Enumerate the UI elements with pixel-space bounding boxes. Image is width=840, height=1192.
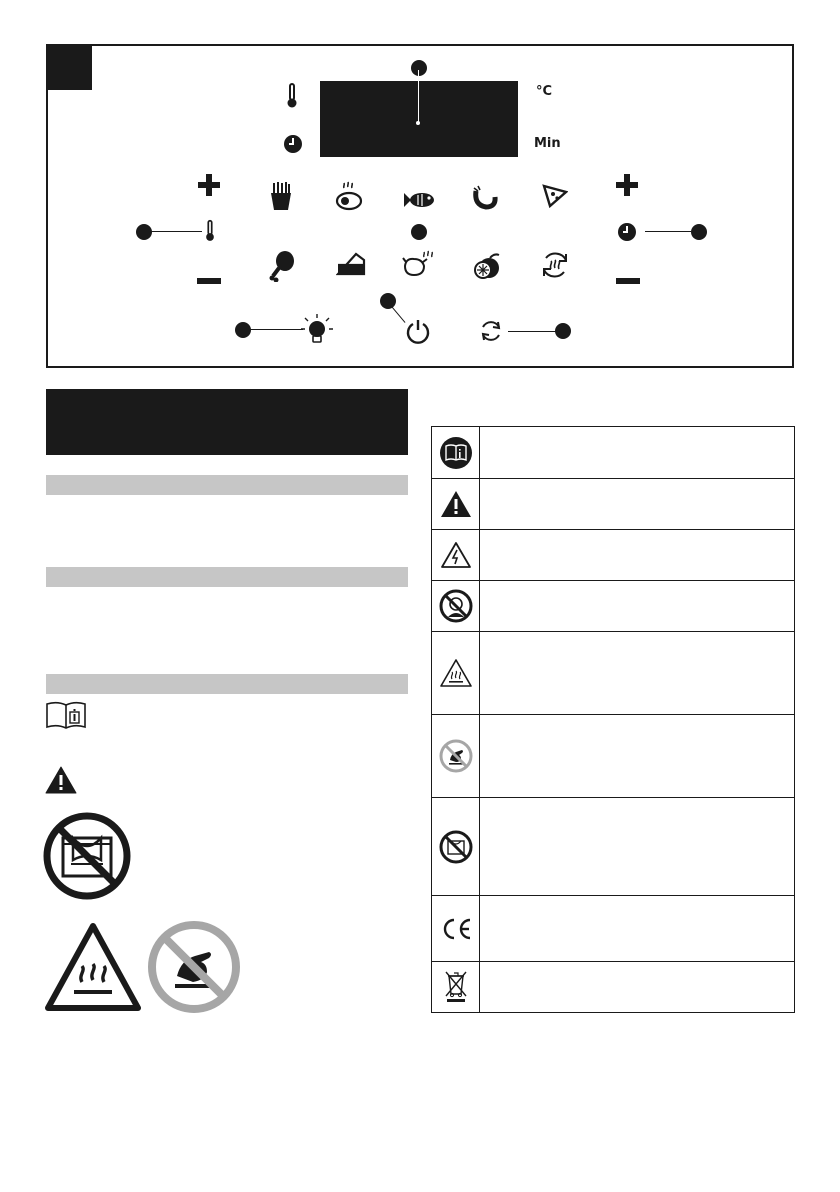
callout-tip-display [416,121,420,125]
weee-bin-icon [444,970,468,1004]
table-row [432,962,794,1012]
table-icon-cell [432,962,480,1012]
table-icon-cell [432,581,480,631]
callout-dot-rotate [555,323,571,339]
table-icon-cell [432,715,480,797]
clock-icon [283,134,303,154]
table-row [432,530,794,581]
shrimp-icon[interactable] [472,185,498,211]
fish-icon[interactable] [402,190,436,210]
warning-icon [440,490,472,518]
read-manual-icon [439,436,473,470]
do-not-cover-icon [439,830,473,864]
table-icon-cell [432,632,480,714]
table-icon-cell [432,427,480,478]
defrost-icon[interactable] [540,250,570,280]
table-row [432,798,794,896]
table-row [432,632,794,715]
thermometer-icon [285,83,299,109]
table-icon-cell [432,798,480,895]
figure-badge [46,44,92,90]
time-plus-button[interactable] [616,174,638,196]
time-unit-label: Min [534,136,561,151]
table-row [432,427,794,479]
callout-dot-temp [136,224,152,240]
fries-icon[interactable] [270,181,292,211]
cake-icon[interactable] [336,252,366,276]
temp-unit-label: °C [536,84,553,99]
no-touch-icon [439,739,473,773]
thermometer-icon [204,219,216,243]
callout-dot-light [235,322,251,338]
display-screen [320,81,518,157]
table-icon-cell [432,896,480,961]
table-icon-cell [432,530,480,580]
callout-leader-display [418,70,419,122]
callout-dot-time [691,224,707,240]
vegetable-icon[interactable] [472,252,502,280]
callout-leader-time [645,231,691,232]
table-row [432,896,794,962]
section-title-block [46,389,408,455]
table-row [432,479,794,530]
ce-mark-icon [439,917,473,941]
light-bulb-icon[interactable] [300,312,334,346]
electric-hazard-icon [440,541,472,569]
table-icon-cell [432,479,480,529]
power-icon[interactable] [405,318,431,344]
callout-dot-display [411,60,427,76]
do-not-cover-icon [43,812,131,900]
subsection-bar-2 [46,567,408,587]
read-manual-icon [45,701,87,729]
callout-leader-rotate [508,331,556,332]
pizza-icon[interactable] [542,184,568,208]
time-minus-button[interactable] [616,278,640,284]
warning-icon [45,766,77,794]
table-row [432,581,794,632]
subsection-bar-3 [46,674,408,694]
whole-chicken-icon[interactable] [402,250,434,278]
hot-surface-icon [439,658,473,688]
temp-plus-button[interactable] [198,174,220,196]
symbol-table [431,426,795,1013]
callout-dot-programs [411,224,427,240]
callout-leader-light [249,329,303,330]
no-touch-icon [147,920,241,1014]
temp-minus-button[interactable] [197,278,221,284]
subsection-bar-1 [46,475,408,495]
clock-icon [617,222,637,242]
no-children-icon [439,589,473,623]
meat-icon[interactable] [334,181,364,211]
rotation-icon[interactable] [478,318,504,344]
callout-dot-power [380,293,396,309]
table-row [432,715,794,798]
hot-surface-icon [44,922,142,1012]
callout-leader-temp [150,231,202,232]
chicken-leg-icon[interactable] [269,250,295,282]
